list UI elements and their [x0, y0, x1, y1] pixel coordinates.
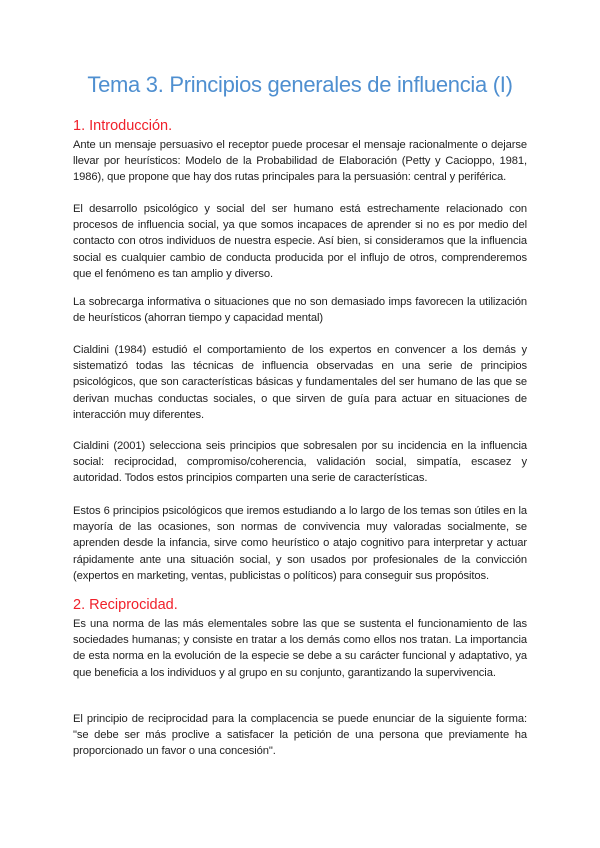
paragraph: Es una norma de las más elementales sobre las que se sustenta el funcionamiento de las sociedades humanas; y consiste en tratar a los demás como ellos nos tratan. La importancia de esta norma en la evolución de la especie se debe a su carácter funcional y adaptativo, ya que beneficia a los individuos y al grupo en su conjunto, garantizando la supervivencia.	[73, 618, 527, 679]
paragraph: El principio de reciprocidad para la complacencia se puede enunciar de la siguiente forma: "se debe ser más proclive a satisfacer la petición de una persona que previamente ha proporcionado un favor o una concesión".	[73, 713, 527, 758]
paragraph: El desarrollo psicológico y social del ser humano está estrechamente relacionado con procesos de influencia social, ya que somos incapaces de aprender si no es por medio del contacto con otros individuos de nuestra especie. Así bien, si consideramos que la influencia social es cualquier cambio de conducta producida por el influjo de otros, comprenderemos que el fenómeno es tan amplio y diverso.	[73, 203, 527, 280]
page-title: Tema 3. Principios generales de influencia (I)	[87, 72, 513, 97]
paragraph: Estos 6 principios psicológicos que iremos estudiando a lo largo de los temas son útiles en la mayoría de las ocasiones, son normas de convivencia muy valoradas socialmente, se aprenden desde la infancia, sirve como heurístico o atajo cognitivo para interpretar y actuar rápidamente ante una situación social, y son usados por profesionales de la convicción (expertos en marketing, ventas, publicistas o políticos) para conseguir sus propósitos.	[73, 505, 527, 582]
section-heading-introduccion: 1. Introducción.	[73, 118, 173, 134]
paragraph: Cialdini (2001) selecciona seis principios que sobresalen por su incidencia en la influencia social: reciprocidad, compromiso/coherencia, validación social, simpatía, escasez y autoridad. Todos estos principios comparten una serie de características.	[73, 440, 527, 485]
paragraph: La sobrecarga informativa o situaciones que no son demasiado imps favorecen la utilización de heurísticos (ahorran tiempo y capacidad mental)	[73, 296, 527, 325]
section-heading-reciprocidad: 2. Reciprocidad.	[73, 597, 178, 613]
paragraph: Ante un mensaje persuasivo el receptor puede procesar el mensaje racionalmente o dejarse llevar por heurísticos: Modelo de la Probabilidad de Elaboración (Petty y Cacioppo, 1981, 1986), que propone que hay dos rutas principales para la persuasión: central y periférica.	[73, 139, 527, 184]
paragraph: Cialdini (1984) estudió el comportamiento de los expertos en convencer a los demás y sistematizó todas las técnicas de influencia observadas en una serie de principios psicológicos, que son características básicas y fundamentales del ser humano de las que se derivan muchas conductas sociales, o que sirven de guía para actuar en situaciones de interacción muy diferentes.	[73, 344, 527, 421]
